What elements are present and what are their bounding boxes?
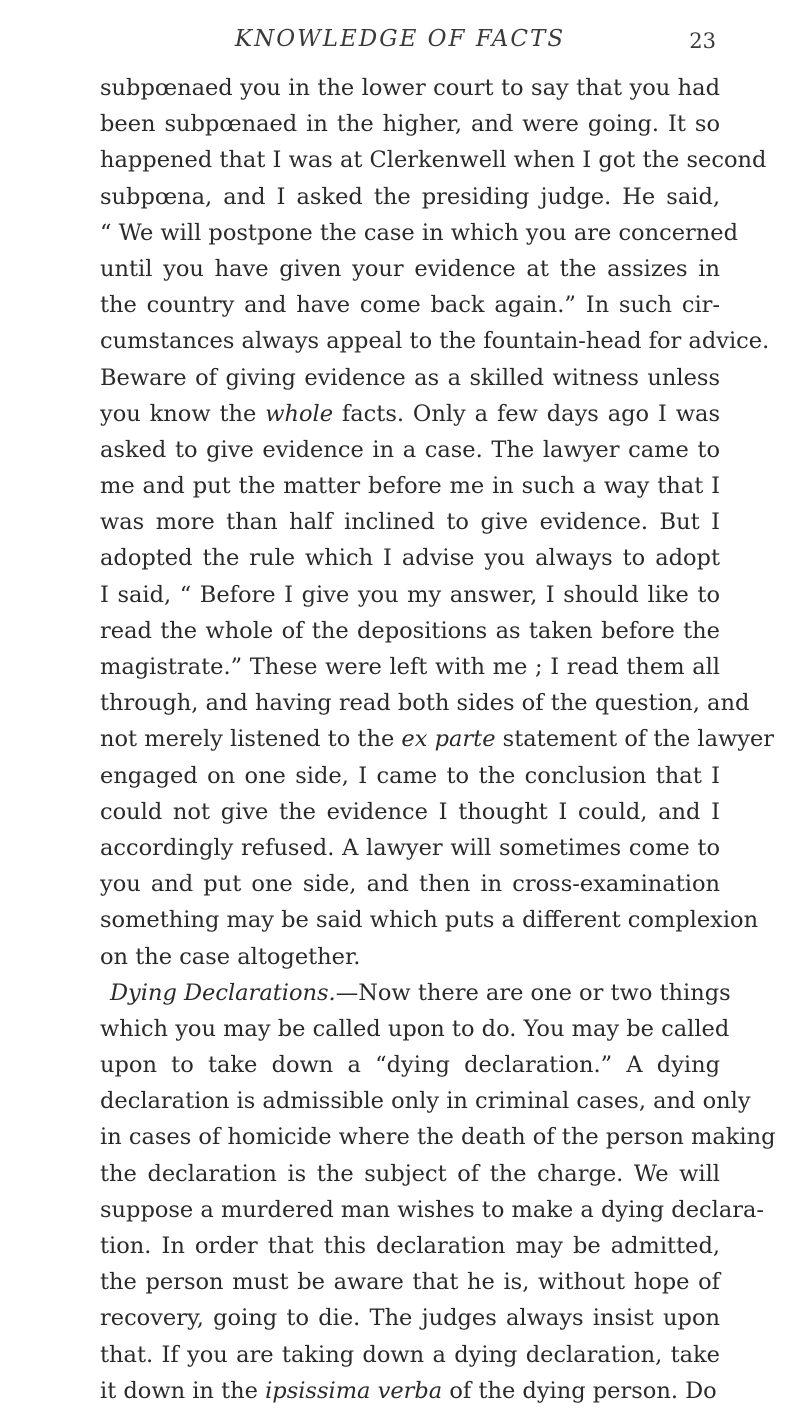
text-span: statement of the lawyer bbox=[495, 726, 775, 753]
text-line bbox=[100, 975, 731, 1011]
page-number: 23 bbox=[689, 29, 716, 53]
text-line: engaged on one side, I came to the conclusion that I bbox=[100, 762, 720, 789]
text-span: you know the bbox=[100, 400, 266, 427]
page-body-text bbox=[100, 70, 776, 1409]
text-line: I said, “ Before I give you my answer, I should like to bbox=[100, 581, 720, 608]
italic-text: ipsissima verba bbox=[265, 1377, 443, 1404]
text-line: through, and having read both sides of the question, and bbox=[100, 690, 750, 717]
text-line: recovery, going to die. The judges always insist upon bbox=[100, 1305, 720, 1332]
text-line: could not give the evidence I thought I could, and I bbox=[100, 798, 720, 825]
text-line: until you have given your evidence at the assizes in bbox=[100, 255, 720, 282]
text-line: “ We will postpone the case in which you are concerned bbox=[100, 219, 738, 246]
text-line: tion. In order that this declaration may be admitted, bbox=[100, 1233, 720, 1259]
text-line: magistrate.” These were left with me ; I read them all bbox=[100, 654, 720, 680]
text-line: accordingly refused. A lawyer will sometimes come to bbox=[100, 834, 720, 861]
running-head bbox=[0, 26, 800, 60]
text-line: in cases of homicide where the death of the person making bbox=[100, 1124, 776, 1151]
text-line: asked to give evidence in a case. The lawyer came to bbox=[100, 436, 720, 463]
text-line: you and put one side, and then in cross-examination bbox=[100, 871, 720, 898]
text-span: not merely listened to the bbox=[100, 726, 402, 753]
running-title: KNOWLEDGE OF FACTS bbox=[234, 26, 566, 52]
text-line: the person must be aware that he is, without hope of bbox=[100, 1269, 720, 1296]
italic-text: ex parte bbox=[401, 726, 496, 753]
text-line: the declaration is the subject of the charge. We will bbox=[100, 1160, 720, 1187]
text-line: happened that I was at Clerkenwell when I got the second bbox=[100, 147, 767, 174]
text-line: subpœnaed you in the lower court to say that you had bbox=[100, 75, 720, 101]
text-line: read the whole of the depositions as taken before the bbox=[100, 617, 720, 644]
italic-text: whole bbox=[265, 400, 334, 427]
text-line bbox=[100, 360, 720, 396]
text-line: upon to take down a “dying declaration.” A dying bbox=[100, 1052, 720, 1079]
text-span: it down in the bbox=[100, 1377, 266, 1404]
text-line: suppose a murdered man wishes to make a dying declara- bbox=[100, 1196, 765, 1223]
text-line bbox=[100, 396, 720, 432]
text-line: which you may be called upon to do. You may be called bbox=[100, 1015, 730, 1042]
text-line bbox=[100, 721, 775, 757]
text-line: something may be said which puts a different complexion bbox=[100, 907, 759, 934]
text-span: facts. Only a few days ago I was bbox=[333, 400, 720, 427]
text-line: me and put the matter before me in such a way that I bbox=[100, 473, 720, 500]
text-line: that. If you are taking down a dying declaration, take bbox=[100, 1341, 720, 1368]
text-line: on the case altogether. bbox=[100, 943, 361, 970]
text-line: adopted the rule which I advise you always to adopt bbox=[100, 545, 720, 572]
text-line: the country and have come back again.” In such cir- bbox=[100, 292, 720, 319]
text-line: been subpœnaed in the higher, and were going. It so bbox=[100, 111, 720, 138]
text-line: was more than half inclined to give evidence. But I bbox=[100, 509, 720, 536]
italic-text: Dying Declarations. bbox=[110, 979, 336, 1006]
text-span: Beware of giving evidence as a skilled witness unless bbox=[100, 364, 720, 391]
text-line bbox=[100, 1373, 720, 1409]
text-line: declaration is admissible only in criminal cases, and only bbox=[100, 1088, 751, 1115]
text-span: of the dying person. Do bbox=[442, 1377, 717, 1404]
text-span: —Now there are one or two things bbox=[335, 979, 731, 1006]
text-line: cumstances always appeal to the fountain-head for advice. bbox=[100, 328, 770, 355]
text-line: subpœna, and I asked the presiding judge. He said, bbox=[100, 183, 720, 210]
